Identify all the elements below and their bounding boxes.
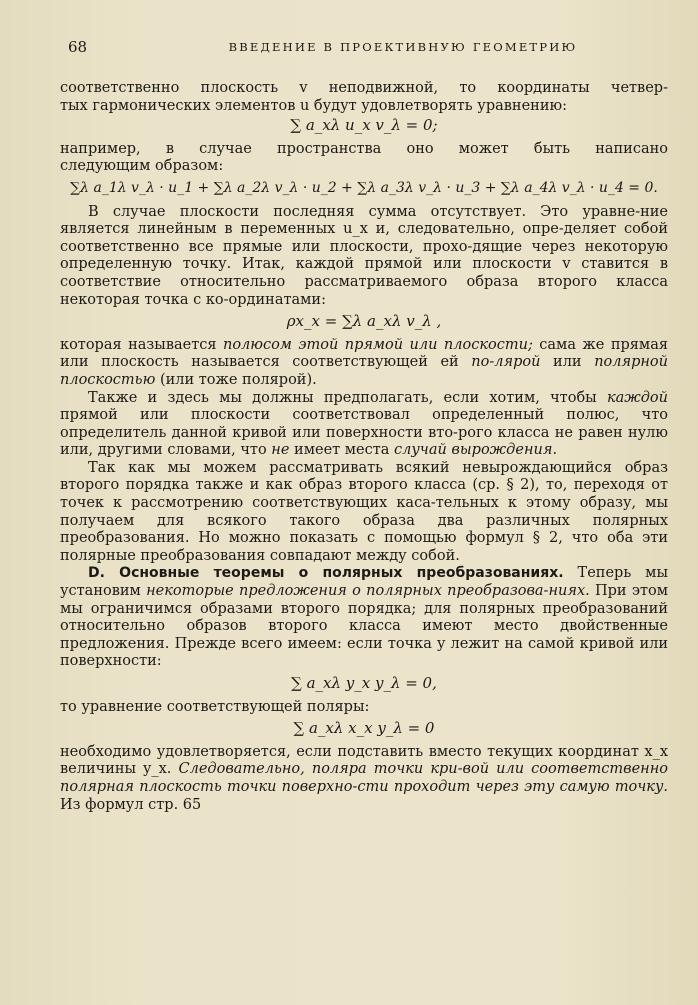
- formula-4: ∑ a_xλ y_x y_λ = 0,: [291, 674, 437, 692]
- section-heading-d: D. Основные теоремы о полярных преобразованиях.: [88, 565, 564, 582]
- paragraph-7-text-b: При этом мы ограничимся образами второго порядка; для полярных преобразований относительно образов второго класса имеют место двойственные предложения. Прежде всего имеем: если точка y лежит на самой кривой или поверхности:: [60, 583, 668, 670]
- paragraph-5-text-d: .: [552, 442, 558, 459]
- term-degenerate-case: случай вырождения: [394, 442, 553, 459]
- paragraph-4-text-a: которая называется: [60, 336, 223, 353]
- paragraph-5-text-c: имеет места: [289, 442, 395, 459]
- paragraph-5: [60, 390, 668, 460]
- paragraph-4-text-b: сама же прямая или плоскость называется соответствующей ей: [60, 336, 668, 371]
- paragraph-9-text-a: необходимо удовлетворяется, если подставить вместо текущих координат x_x величины y_x.: [60, 743, 668, 778]
- paragraph-5-text-b: прямой или плоскости соответствовал определенный полюс, что определитель данной кривой или поверхности вто-рого класса не равен нулю или, другими словами, что: [60, 407, 668, 459]
- paragraph-6: Так как мы можем рассматривать всякий невырождающийся образ второго порядка также и как образ второго класса (ср. § 2), то, переходя от точек к рассмотрению соответствующих каса-тельных к этому образу, мы получаем для всякого такого образа два различных полярных преобразования. Но можно показать с помощью формул § 2, что оба эти полярные преобразования совпадают между собой.: [60, 459, 668, 564]
- term-pole: полюсом этой прямой или плоскости;: [222, 336, 533, 353]
- paragraph-7: [60, 565, 668, 671]
- term-polar: по-лярой: [471, 354, 541, 371]
- paragraph-4: [60, 337, 668, 390]
- page-body: [60, 80, 668, 814]
- term-propositions: некоторые предложения о полярных преобразова-ниях.: [146, 583, 590, 600]
- paragraph-9: [60, 744, 668, 814]
- paragraph-5-text-a: Также и здесь мы должны предполагать, если хотим, чтобы: [88, 389, 607, 406]
- paragraph-4-text-c: или: [540, 354, 595, 371]
- paragraph-8: то уравнение соответствующей поляры:: [60, 698, 370, 715]
- formula-2: ∑λ a_1λ v_λ · u_1 + ∑λ a_2λ v_λ · u_2 + ∑λ a_3λ v_λ · u_3 + ∑λ a_4λ v_λ · u_4 = 0.: [70, 179, 658, 196]
- paragraph-2-line-1: например, в случае пространства оно может быть написано: [60, 140, 668, 157]
- page-header: [68, 38, 638, 60]
- paragraph-3: В случае плоскости последняя сумма отсутствует. Это уравне-ние является линейным в переменных u_x и, следовательно, опре-деляет собой соответственно все прямые или плоскости, прохо-дящие через некоторую определенную точку. Итак, каждой прямой или плоскости v ставится в соответствие относительно рассматриваемого образа второго класса некоторая точка с ко-ординатами:: [60, 203, 668, 308]
- paragraph-1: [60, 80, 668, 115]
- page-number: 68: [68, 38, 88, 56]
- paragraph-2: [60, 141, 668, 176]
- paragraph-7-text-a: Теперь мы установим: [60, 565, 668, 600]
- formula-1: ∑ a_xλ u_x v_λ = 0;: [290, 116, 438, 135]
- paragraph-2-line-2: следующим образом:: [60, 158, 224, 175]
- term-not: не: [271, 442, 290, 459]
- term-polar-plane: полярной плоскостью: [60, 354, 668, 388]
- running-title: ВВЕДЕНИЕ В ПРОЕКТИВНУЮ ГЕОМЕТРИЮ: [228, 40, 578, 54]
- paragraph-4-text-d: (или тоже полярой).: [155, 371, 317, 388]
- formula-3: ρx_x = ∑λ a_xλ v_λ ,: [286, 312, 442, 331]
- formula-5: ∑ a_xλ x_x y_λ = 0: [293, 719, 435, 738]
- term-each: каждой: [606, 389, 668, 406]
- paragraph-1-line-2: тых гармонических элементов u будут удовлетворять уравнению:: [60, 97, 567, 114]
- paragraph-1-line-1: соответственно плоскость v неподвижной, то координаты четвер-: [60, 80, 668, 96]
- paragraph-9-text-b: Из формул стр. 65: [60, 796, 202, 813]
- theorem-statement: Следовательно, поляра точки кри-вой или соответственно полярная плоскость точки поверхно-сти проходит через эту самую точку.: [60, 761, 668, 795]
